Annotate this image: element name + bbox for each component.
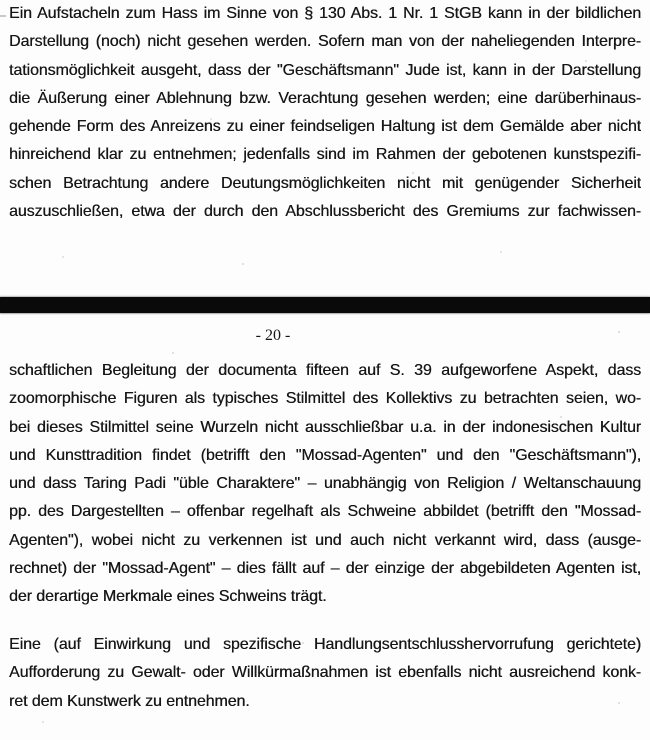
page-number: - 20 - [255,327,291,344]
text-line: der derartige Merkmale eines Schweins trägt. [9,588,327,606]
scan-edge-artifact [0,15,6,17]
text-line: Darstellung (noch) nicht gesehen werden. Sofern man von der naheliegenden Interpre- [9,33,641,51]
paragraph-final [9,631,641,716]
paragraph-continuation [9,357,641,612]
text-line: pp. des Dargestellten – offenbar regelhaft als Schweine abbildet (betrifft den "Mossad- [9,503,641,521]
text-line: schaftlichen Begleitung der documenta fifteen auf S. 39 aufgeworfene Aspekt, dass [9,362,641,379]
page-break-bar [0,297,650,313]
text-line: gehende Form des Anreizens zu einer feindseligen Haltung ist dem Gemälde aber nicht [9,118,641,136]
text-line: zoomorphische Figuren als typisches Stilmittel des Kollektivs zu betrachten seien, wo- [9,390,641,408]
text-line: rechnet) der "Mossad-Agent" – dies fällt auf – der einzige der abgebildeten Agenten ist, [9,560,641,578]
paragraph-top [9,0,641,226]
text-line: Ein Aufstacheln zum Hass im Sinne von § 130 Abs. 1 Nr. 1 StGB kann in der bildlichen [9,5,641,22]
text-line: und Kunsttradition findet (betrifft den "Mossad-Agenten" und den "Geschäftsmann"), [9,446,641,464]
text-line: die Äußerung einer Ablehnung bzw. Verachtung gesehen werden; eine darüberhinaus- [9,89,641,107]
text-line: und dass Taring Padi "üble Charaktere" – unabhängig von Religion / Weltanschauung [9,475,641,493]
text-line: tationsmöglichkeit ausgeht, dass der "Geschäftsmann" Jude ist, kann in der Darstellung [9,61,641,79]
text-line: ret dem Kunstwerk zu entnehmen. [9,692,250,710]
text-line: hinreichend klar zu entnehmen; jedenfalls sind im Rahmen der gebotenen kunstspezifi- [9,146,641,164]
text-line: Agenten"), wobei nicht zu verkennen ist und auch nicht verkannt wird, dass (ausge- [9,531,641,549]
text-line: bei dieses Stilmittel seine Wurzeln nicht ausschließbar u.a. in der indonesischen Kultur [9,418,641,436]
text-line: Aufforderung zu Gewalt- oder Willkürmaßnahmen ist ebenfalls nicht ausreichend konk- [9,664,641,682]
text-line: auszuschließen, etwa der durch den Abschlussbericht des Gremiums zur fachwissen- [9,203,641,221]
text-line: schen Betrachtung andere Deutungsmöglichkeiten nicht mit genügender Sicherheit [9,174,641,192]
text-line: Eine (auf Einwirkung und spezifische Handlungsentschlusshervorrufung gerichtete) [9,636,641,653]
